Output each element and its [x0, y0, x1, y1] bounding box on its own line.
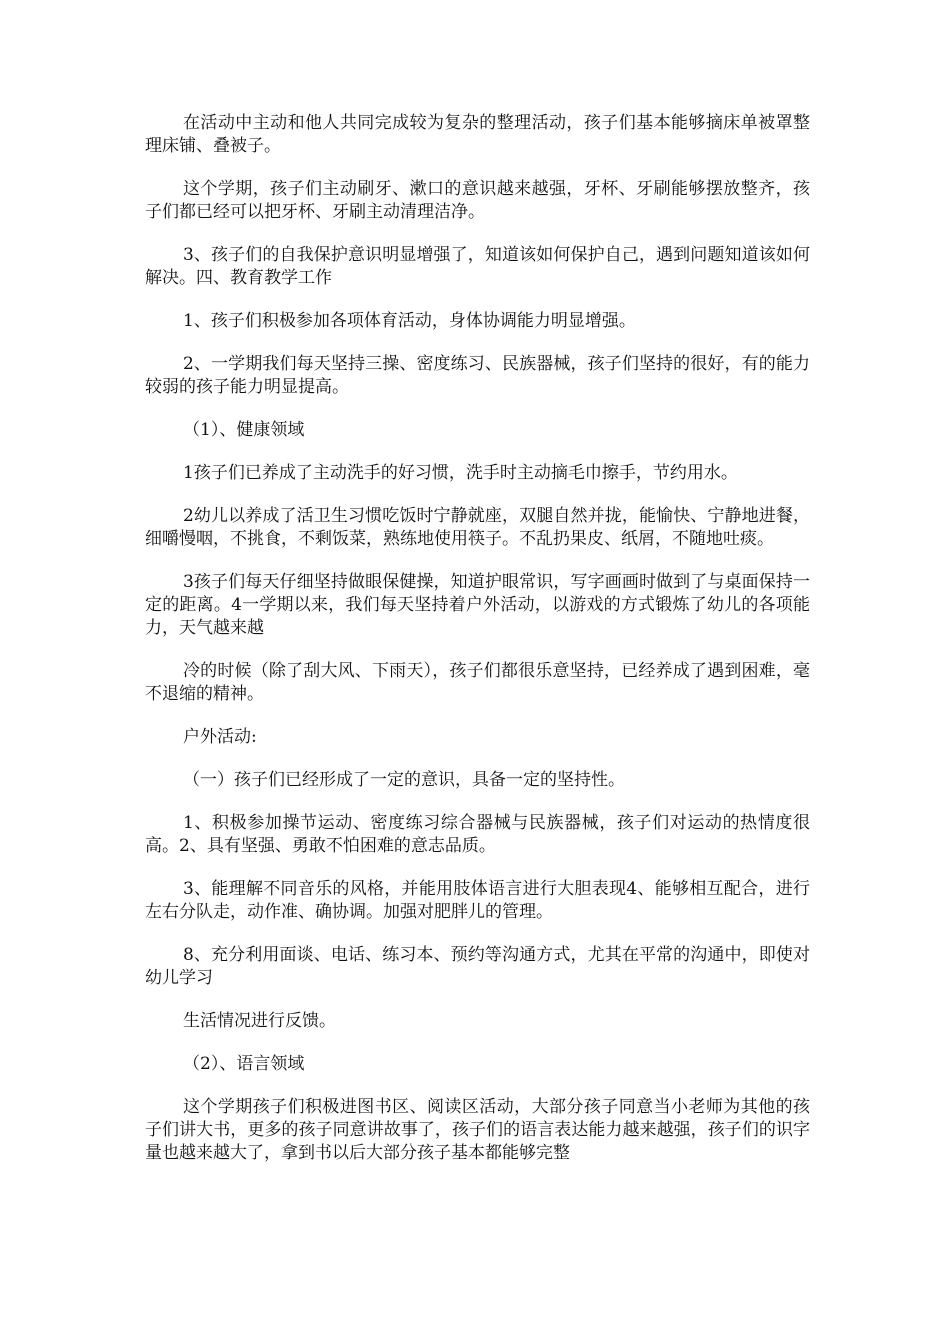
paragraph: （一）孩子们已经形成了一定的意识，具备一定的坚持性。	[183, 770, 625, 790]
section-heading: （2）、语言领域	[183, 1054, 305, 1074]
paragraph: 这个学期，孩子们主动刷牙、漱口的意识越来越强，牙杯、牙刷能够摆放整齐，孩子们都已经可以把牙杯、牙刷主动清理洁净。	[145, 179, 810, 222]
paragraph: 2幼儿以养成了活卫生习惯吃饭时宁静就座，双腿自然并拢，能愉快、宁静地进餐，细嚼慢咽，不挑食，不剩饭菜，熟练地使用筷子。不乱扔果皮、纸屑，不随地吐痰。	[145, 506, 810, 549]
section-heading: 户外活动:	[183, 727, 257, 747]
paragraph: 1、积极参加操节运动、密度练习综合器械与民族器械，孩子们对运动的热情度很高。2、具有坚强、勇敢不怕困难的意志品质。	[145, 813, 810, 856]
paragraph: 在活动中主动和他人共同完成较为复杂的整理活动，孩子们基本能够摘床单被罩整理床铺、叠被子。	[145, 113, 810, 156]
paragraph: 冷的时候（除了刮大风、下雨天），孩子们都很乐意坚持，已经养成了遇到困难，毫不退缩的精神。	[145, 661, 810, 704]
paragraph: 这个学期孩子们积极进图书区、阅读区活动，大部分孩子同意当小老师为其他的孩子们讲大书，更多的孩子同意讲故事了，孩子们的语言表达能力越来越强，孩子们的识字量也越来越大了，拿到书以后大部分孩子基本都能够完整	[145, 1097, 810, 1163]
paragraph: 8、充分利用面谈、电话、练习本、预约等沟通方式，尤其在平常的沟通中，即使对幼儿学习	[145, 945, 810, 988]
paragraph: 2、一学期我们每天坚持三操、密度练习、民族器械，孩子们坚持的很好，有的能力较弱的孩子能力明显提高。	[145, 354, 810, 397]
section-heading: （1）、健康领域	[183, 420, 305, 440]
paragraph: 3、能理解不同音乐的风格，并能用肢体语言进行大胆表现4、能够相互配合，进行左右分队走，动作准、确协调。加强对肥胖儿的管理。	[145, 879, 810, 922]
paragraph: 3孩子们每天仔细坚持做眼保健操，知道护眼常识，写字画画时做到了与桌面保持一定的距离。4一学期以来，我们每天坚持着户外活动，以游戏的方式锻炼了幼儿的各项能力，天气越来越	[145, 572, 810, 638]
paragraph: 生活情况进行反馈。	[183, 1011, 336, 1031]
paragraph: 3、孩子们的自我保护意识明显增强了，知道该如何保护自己，遇到问题知道该如何解决。四、教育教学工作	[145, 245, 810, 288]
paragraph: 1、孩子们积极参加各项体育活动，身体协调能力明显增强。	[183, 311, 636, 331]
paragraph: 1孩子们已养成了主动洗手的好习惯，洗手时主动摘毛巾擦手，节约用水。	[183, 463, 738, 483]
document-body	[145, 112, 810, 1185]
